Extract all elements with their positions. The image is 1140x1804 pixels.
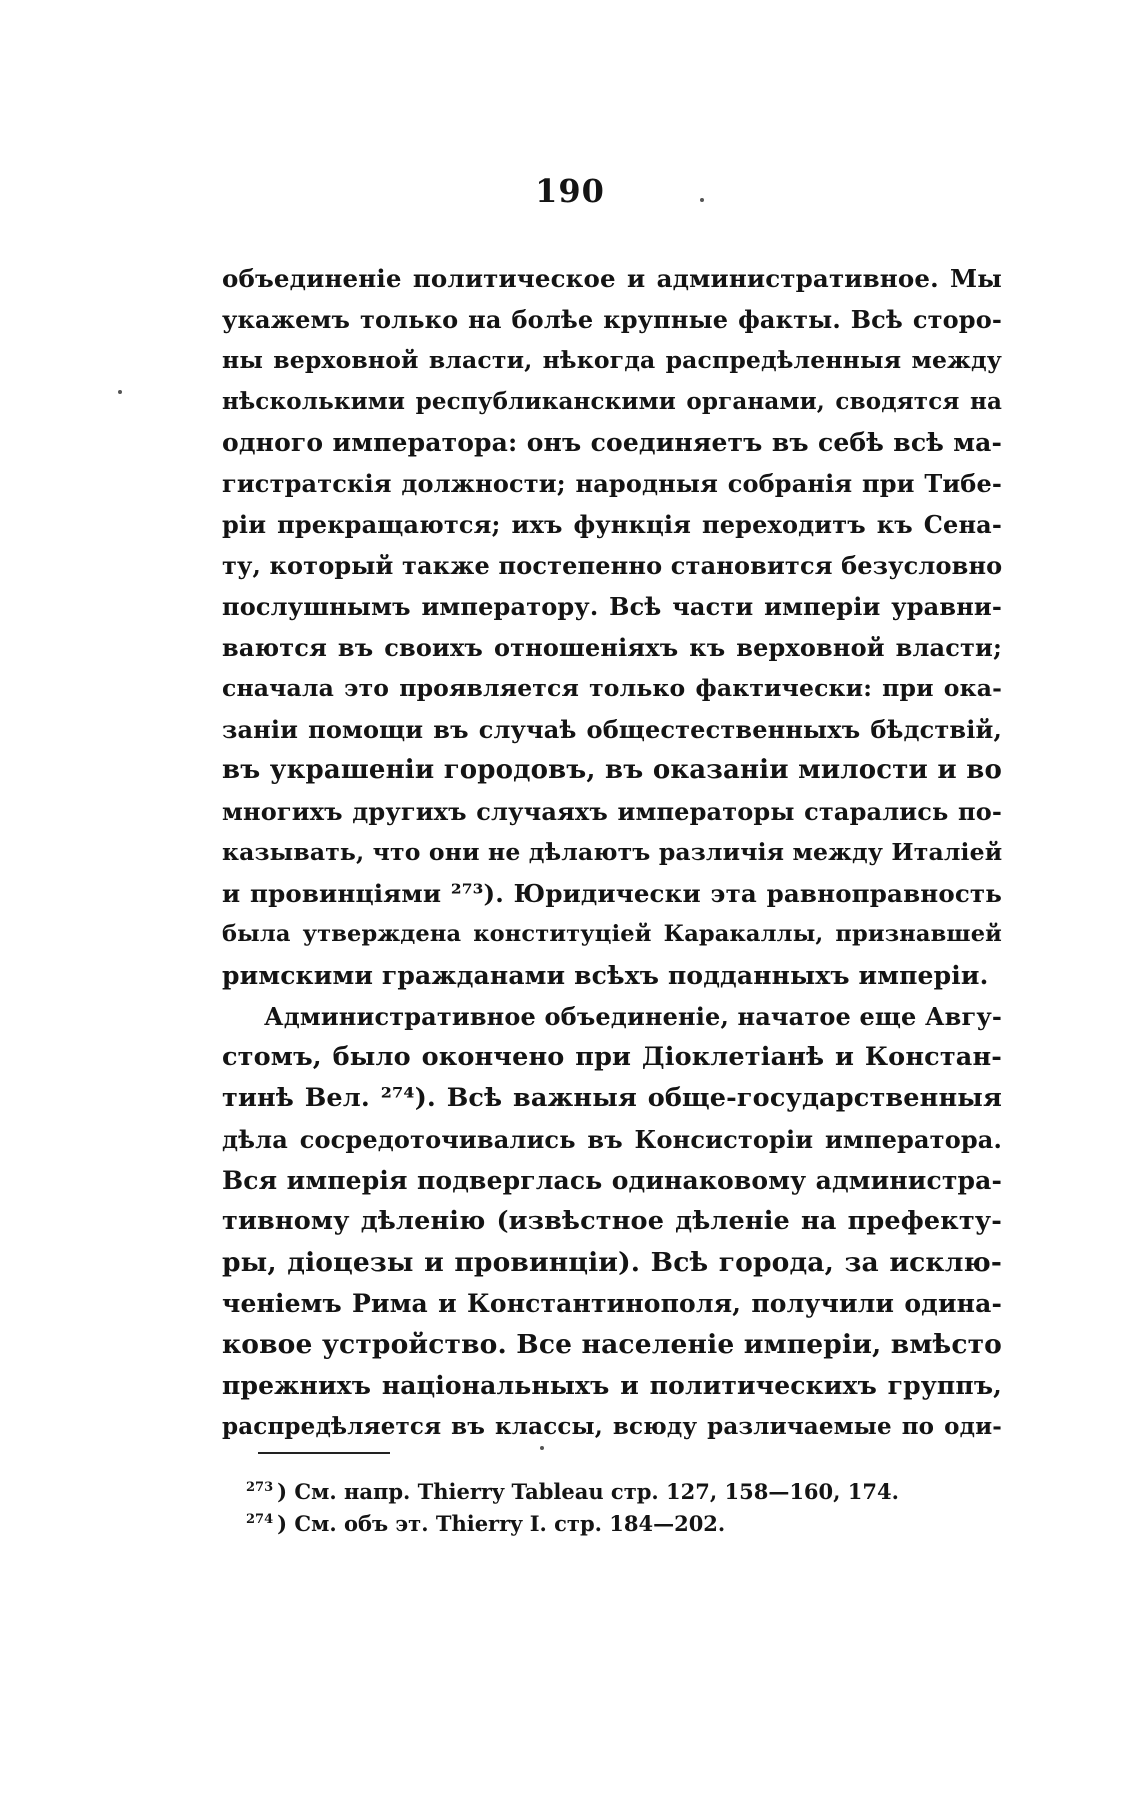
scan-speck bbox=[118, 390, 122, 394]
text-line: ріи прекращаются; ихъ функція переходитъ къ Сена- bbox=[222, 510, 1002, 539]
text-line: ковое устройство. Все населеніе имперіи, вмѣсто bbox=[222, 1329, 1002, 1360]
text-line: многихъ другихъ случаяхъ императоры старались по- bbox=[222, 797, 1002, 826]
text-line: стомъ, было окончено при Діоклетіанѣ и Констан- bbox=[222, 1042, 1002, 1072]
text-line: нѣсколькими республиканскими органами, сводятся на bbox=[222, 388, 1002, 415]
text-line: прежнихъ національныхъ и политическихъ группъ, bbox=[222, 1371, 1002, 1400]
scan-speck bbox=[700, 198, 704, 202]
page-number: 190 bbox=[535, 172, 605, 210]
text-line: была утверждена конституціей Каракаллы, признавшей bbox=[222, 921, 1002, 947]
text-line: тивному дѣленію (извѣстное дѣленіе на префекту- bbox=[222, 1206, 1002, 1236]
text-line: ваются въ своихъ отношеніяхъ къ верховной власти; bbox=[222, 633, 1002, 662]
footnotes bbox=[246, 1476, 986, 1540]
footnote bbox=[246, 1476, 986, 1508]
text-line: Административное объединеніе, начатое еще Авгу- bbox=[264, 1002, 1002, 1031]
text-line: дѣла сосредоточивались въ Консисторіи императора. bbox=[222, 1125, 1002, 1154]
text-line: Вся имперія подверглась одинаковому администра- bbox=[222, 1166, 1002, 1195]
text-line: тинѣ Вел. ²⁷⁴). Всѣ важныя обще-государственныя bbox=[222, 1083, 1002, 1113]
text-line: римскими гражданами всѣхъ подданныхъ имперіи. bbox=[222, 961, 989, 990]
text-line: казывать, что они не дѣлаютъ различія между Италіей bbox=[222, 838, 1003, 866]
footnote-mark: 274 bbox=[246, 1512, 274, 1527]
text-line: ченіемъ Рима и Константинополя, получили одина- bbox=[222, 1289, 1002, 1318]
text-line: распредѣляется въ классы, всюду различаемые по оди- bbox=[222, 1413, 1002, 1440]
text-line: и провинціями ²⁷³). Юридически эта равноправность bbox=[222, 879, 1002, 908]
footnote-text: ) См. напр. Thierry Tableau стр. 127, 158—160, 174. bbox=[277, 1479, 899, 1504]
scan-speck bbox=[540, 1446, 544, 1450]
footnote-divider bbox=[258, 1452, 390, 1454]
text-line: одного императора: онъ соединяетъ въ себѣ всѣ ма- bbox=[222, 428, 1002, 457]
text-line: ту, который также постепенно становится безусловно bbox=[222, 551, 1003, 580]
footnote bbox=[246, 1508, 986, 1540]
footnote-mark: 273 bbox=[246, 1480, 274, 1495]
text-line: послушнымъ императору. Всѣ части имперіи уравни- bbox=[222, 592, 1002, 621]
text-line: ры, діоцезы и провинціи). Всѣ города, за исклю- bbox=[222, 1247, 1002, 1278]
body-text bbox=[222, 258, 1002, 1447]
text-line: гистратскія должности; народныя собранія при Тибе- bbox=[222, 469, 1002, 498]
text-line: заніи помощи въ случаѣ общестественныхъ бѣдствій, bbox=[222, 715, 1002, 744]
text-line: объединеніе политическое и административное. Мы bbox=[222, 264, 1002, 293]
text-line: ны верховной власти, нѣкогда распредѣленныя между bbox=[222, 346, 1002, 374]
text-line: укажемъ только на болѣе крупные факты. Всѣ сторо- bbox=[222, 305, 1002, 334]
text-line: сначала это проявляется только фактически: при ока- bbox=[222, 674, 1002, 702]
text-line: въ украшеніи городовъ, въ оказаніи милости и во bbox=[222, 755, 1002, 785]
footnote-text: ) См. объ эт. Thierry I. стр. 184—202. bbox=[277, 1511, 726, 1536]
